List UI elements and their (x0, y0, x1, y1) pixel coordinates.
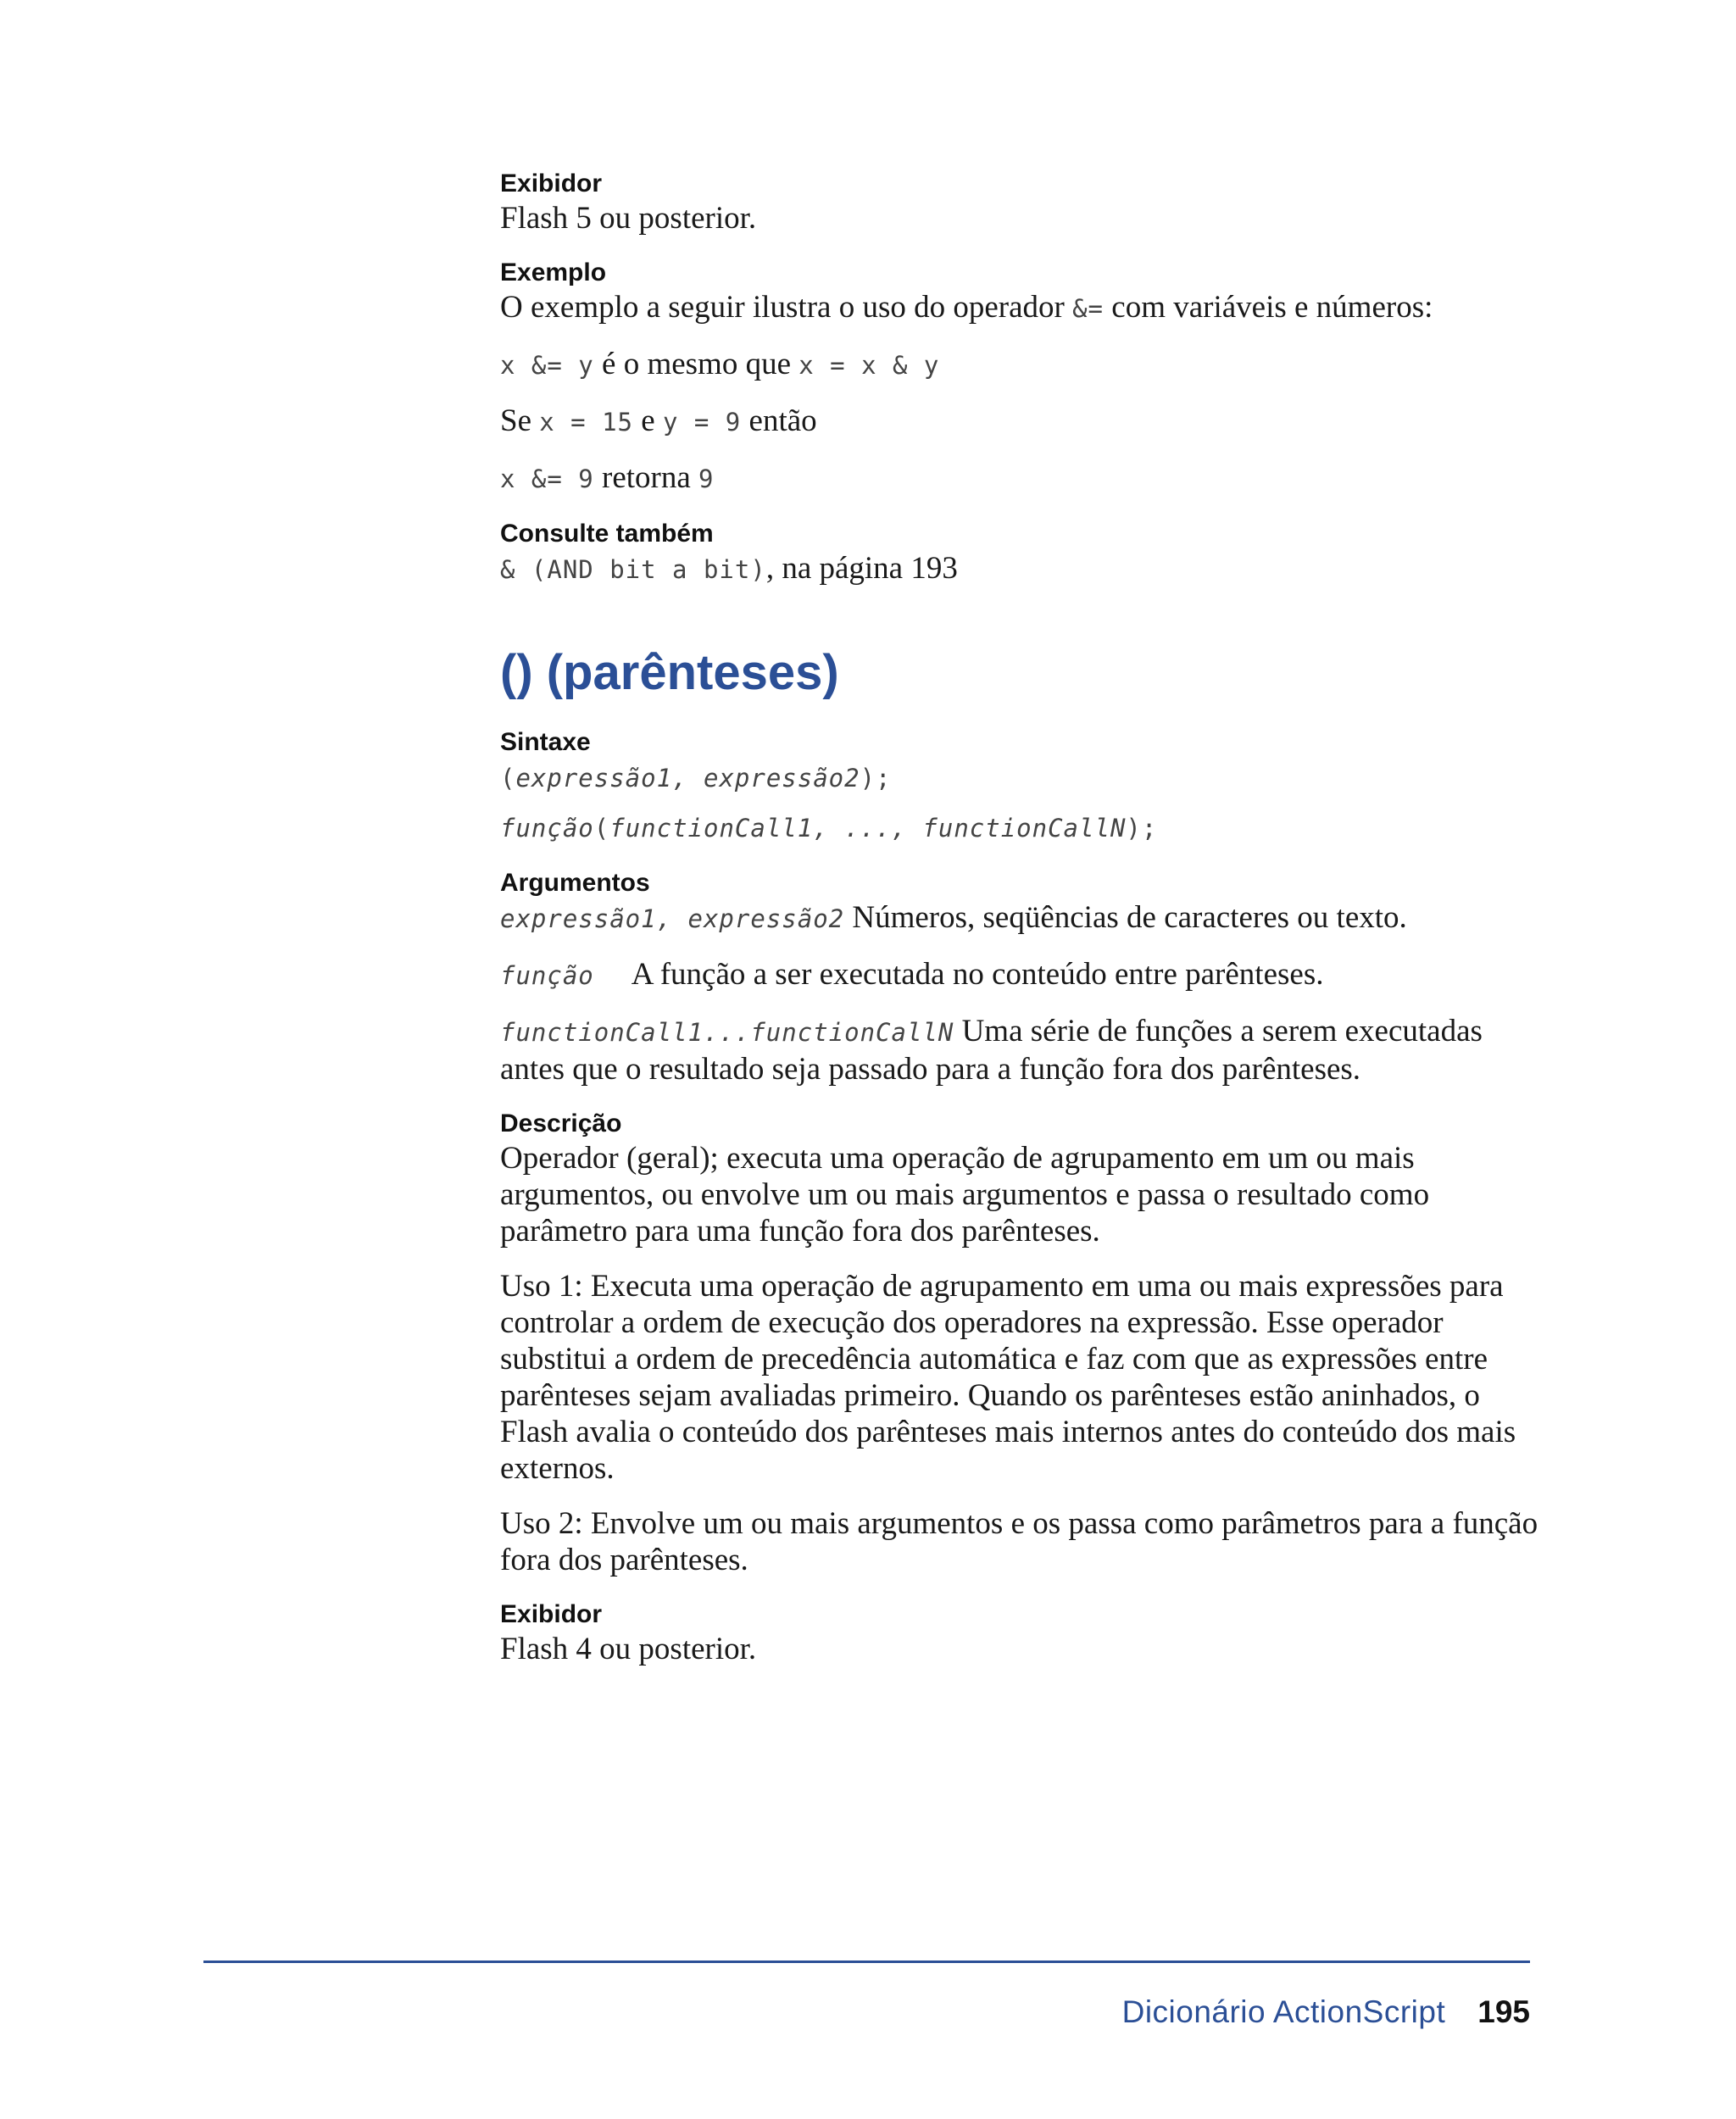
argument-3-text: Uma série de funções a serem executadas antes que o resultado seja passado para a função fora dos parênteses. (500, 1014, 1483, 1087)
argument-1 (500, 899, 1543, 937)
example-e: e (633, 403, 663, 438)
description-p3: Uso 2: Envolve um ou mais argumentos e os passa como parâmetros para a função fora dos parênteses. (500, 1506, 1538, 1577)
heading-argumentos: Argumentos (500, 869, 650, 897)
description-p1: Operador (geral); executa uma operação de agrupamento em um ou mais argumentos, ou envolve um ou mais argumentos e passa o resultado como parâmetro para uma função fora dos parênteses. (500, 1141, 1430, 1249)
syntax-func: função (500, 814, 594, 843)
page-content (500, 168, 1543, 1667)
footer-rule (203, 1960, 1530, 1963)
example-line-3 (500, 459, 1543, 498)
example-code-a: x &= y (500, 351, 594, 380)
example-text-a: é o mesmo que (593, 347, 799, 381)
exibidor-text-2: Flash 4 ou posterior. (500, 1632, 757, 1666)
consulte-text: , na página 193 (765, 551, 958, 586)
syntax-close-2: ); (1126, 814, 1158, 843)
footer-section-title: Dicionário ActionScript (1121, 1994, 1446, 2029)
exemplo-intro (500, 289, 1543, 327)
entry-title: () (parênteses) (500, 645, 839, 700)
consulte-line (500, 550, 1543, 588)
syntax-args-1: expressão1, expressão2 (515, 764, 860, 793)
example-result: 9 (698, 464, 715, 493)
argument-1-text: Números, seqüências de caracteres ou texto. (844, 900, 1407, 935)
heading-consulte: Consulte também (500, 520, 714, 548)
argument-2 (500, 956, 1543, 994)
argument-1-code: expressão1, expressão2 (500, 904, 845, 933)
example-line-1 (500, 346, 1543, 384)
heading-sintaxe: Sintaxe (500, 728, 591, 756)
argument-2-text: A função a ser executada no conteúdo entre parênteses. (631, 957, 1324, 992)
example-se: Se (500, 403, 540, 438)
example-code-c: x &= 9 (500, 464, 594, 493)
example-entao: então (741, 403, 817, 438)
syntax-line-1 (500, 759, 1543, 797)
example-code-b: x = x & y (798, 351, 940, 380)
syntax-open-paren: ( (500, 764, 516, 793)
heading-descricao: Descrição (500, 1110, 622, 1137)
syntax-close-1: ); (860, 764, 892, 793)
argument-3 (500, 1013, 1543, 1087)
heading-exemplo: Exemplo (500, 259, 607, 286)
syntax-open-paren-2: ( (593, 814, 610, 843)
syntax-line-2 (500, 809, 1543, 847)
syntax-args-2: functionCall1, ..., functionCallN (609, 814, 1127, 843)
exemplo-operator: &= (1072, 294, 1104, 323)
consulte-link-code: & (AND bit a bit) (500, 555, 766, 584)
example-code-y: y = 9 (662, 408, 742, 437)
exibidor-text: Flash 5 ou posterior. (500, 201, 757, 236)
argument-2-code: função (500, 961, 594, 990)
exemplo-pre: O exemplo a seguir ilustra o uso do operador (500, 290, 1073, 325)
heading-exibidor: Exibidor (500, 170, 603, 197)
example-line-2 (500, 403, 1543, 441)
argument-3-code: functionCall1...functionCallN (500, 1018, 954, 1047)
page-footer (1102, 1994, 1530, 2030)
example-code-x: x = 15 (539, 408, 634, 437)
exemplo-post: com variáveis e números: (1104, 290, 1433, 325)
description-p2: Uso 1: Executa uma operação de agrupamento em uma ou mais expressões para controlar a ordem de execução dos operadores na expressão. Esse operador substitui a ordem de precedência automática e faz com que as expressões entre parênteses sejam avaliadas primeiro. Quando os parênteses estão aninhados, o Flash avalia o conteúdo dos parênteses mais internos antes do conteúdo dos mais externos. (500, 1269, 1516, 1486)
heading-exibidor-2: Exibidor (500, 1600, 603, 1628)
example-retorna: retorna (593, 460, 699, 495)
page-number: 195 (1477, 1994, 1530, 2029)
